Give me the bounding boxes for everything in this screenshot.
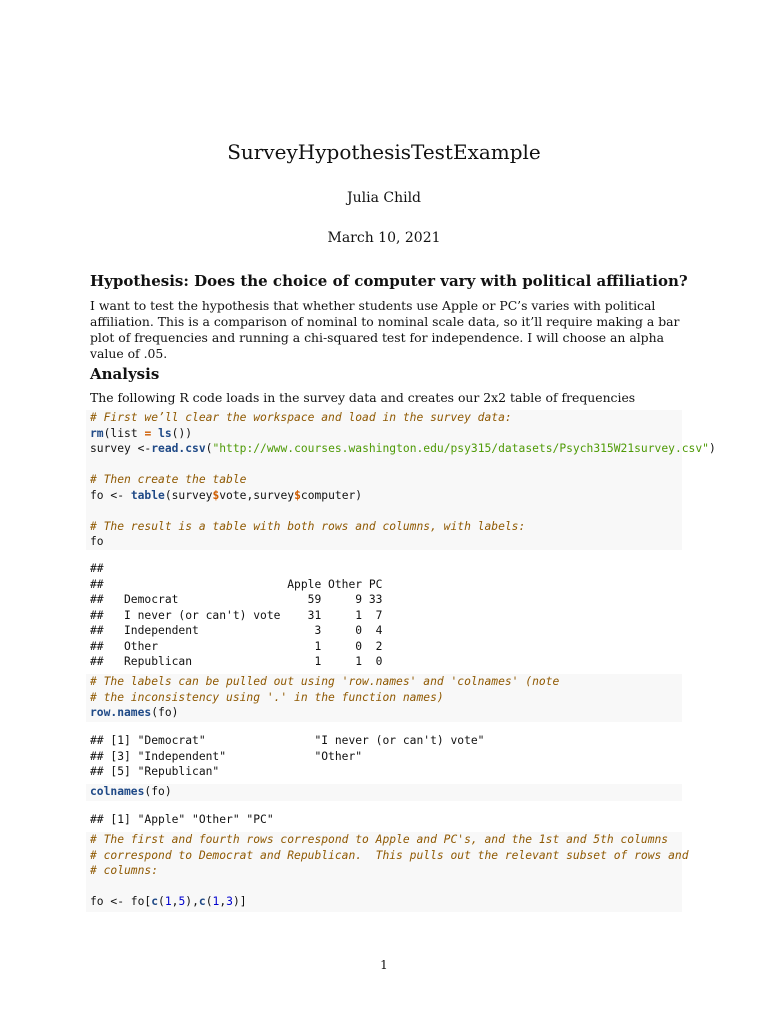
- output-line: ##: [90, 562, 104, 575]
- output-row-names: [90, 733, 484, 780]
- code-comment: # The result is a table with both rows and columns, with labels:: [90, 519, 526, 533]
- code-token: fo <- fo[: [90, 895, 152, 908]
- code-chunk-load-data: [86, 410, 716, 550]
- code-chunk-row-names: [86, 674, 682, 722]
- code-number: 1: [212, 895, 220, 908]
- code-comment: # The labels can be pulled out using 'row.names' and 'colnames' (note: [90, 675, 560, 688]
- code-operator: =: [144, 426, 152, 440]
- code-chunk-colnames: [86, 784, 682, 801]
- code-token: ),: [185, 895, 199, 908]
- function-name: table: [130, 488, 165, 502]
- code-token: vote,survey: [219, 488, 295, 502]
- output-line: ## Independent 3 0 4: [90, 624, 383, 637]
- code-token: computer): [300, 488, 363, 502]
- output-line: ## Apple Other PC: [90, 577, 383, 591]
- page-number: 1: [380, 958, 388, 972]
- document-title: SurveyHypothesisTestExample: [227, 140, 541, 164]
- code-operator: $: [294, 488, 301, 502]
- code-token: ,: [219, 895, 227, 908]
- code-string: "http://www.courses.washington.edu/psy315/datasets/Psych315W21survey.csv": [212, 442, 709, 455]
- code-token: (: [205, 442, 213, 455]
- output-line: ## Democrat 59 9 33: [90, 593, 383, 606]
- code-comment: # correspond to Democrat and Republican. This pulls out the relevant subset of rows and: [90, 848, 689, 862]
- function-name: c: [198, 895, 206, 908]
- code-token: (survey: [164, 488, 213, 502]
- code-token: list: [110, 426, 145, 440]
- code-comment: # the inconsistency using '.' in the function names): [90, 690, 444, 704]
- output-line: ## [1] "Apple" "Other" "PC": [90, 813, 274, 826]
- output-colnames: [90, 812, 274, 828]
- function-name: rm: [90, 426, 104, 440]
- function-name: ls: [158, 426, 172, 440]
- code-number: 1: [164, 895, 172, 908]
- function-name: colnames: [90, 785, 145, 798]
- code-token: (fo): [151, 706, 179, 719]
- code-line-row-names: [86, 705, 682, 721]
- hypothesis-paragraph: I want to test the hypothesis that whether students use Apple or PC’s varies with political affiliation. This is a comparison of nominal to nominal scale data, so it’ll require making a bar plot of frequencies and running a chi-squared test for independence. I will choose an alpha value of .05.: [90, 298, 680, 361]
- output-line: ## [5] "Republican": [90, 765, 220, 778]
- code-comment: # The first and fourth rows correspond to Apple and PC's, and the 1st and 5th columns: [90, 833, 669, 846]
- code-comment: # columns:: [90, 864, 159, 877]
- code-token: (: [205, 895, 213, 908]
- output-line: ## I never (or can't) vote 31 1 7: [90, 608, 383, 622]
- blank-line: [86, 503, 682, 519]
- blank-line: [86, 457, 682, 473]
- code-line-table: [86, 488, 682, 504]
- hypothesis-heading: Hypothesis: Does the choice of computer vary with political affiliation?: [90, 272, 688, 290]
- code-line-subset: [86, 894, 682, 910]
- analysis-intro: The following R code loads in the survey data and creates our 2x2 table of frequencies: [90, 390, 636, 405]
- code-line-rm: [86, 426, 682, 442]
- output-line: ## Republican 1 1 0: [90, 655, 383, 668]
- code-token: ()): [171, 426, 193, 440]
- output-line: ## [3] "Independent" "Other": [90, 749, 363, 763]
- output-line: ## [1] "Democrat" "I never (or can't) vote": [90, 734, 485, 747]
- document-date: March 10, 2021: [327, 230, 441, 246]
- code-chunk-subset: [86, 832, 689, 912]
- code-token: ): [708, 442, 716, 455]
- code-line-read-csv: [86, 441, 716, 457]
- code-number: 3: [226, 895, 233, 908]
- code-comment: # First we’ll clear the workspace and load in the survey data:: [90, 411, 512, 424]
- code-token: (: [103, 426, 111, 440]
- analysis-heading: Analysis: [90, 365, 160, 383]
- code-token: survey <-: [90, 442, 152, 455]
- function-name: c: [151, 895, 159, 908]
- code-operator: $: [212, 488, 220, 502]
- function-name: row.names: [90, 706, 152, 719]
- code-token: (: [158, 895, 165, 908]
- code-comment: # Then create the table: [90, 473, 247, 486]
- code-token: )]: [232, 895, 247, 908]
- output-frequency-table: [90, 561, 382, 670]
- code-number: 5: [178, 895, 186, 908]
- code-line-colnames: [86, 784, 682, 800]
- code-token: ,: [171, 895, 179, 908]
- document-author: Julia Child: [346, 190, 422, 206]
- function-name: read.csv: [151, 442, 206, 455]
- code-token: (fo): [144, 785, 172, 798]
- blank-line: [86, 879, 682, 895]
- code-line-fo: fo: [90, 535, 104, 548]
- output-line: ## Other 1 0 2: [90, 639, 383, 653]
- code-token: fo <-: [90, 488, 131, 502]
